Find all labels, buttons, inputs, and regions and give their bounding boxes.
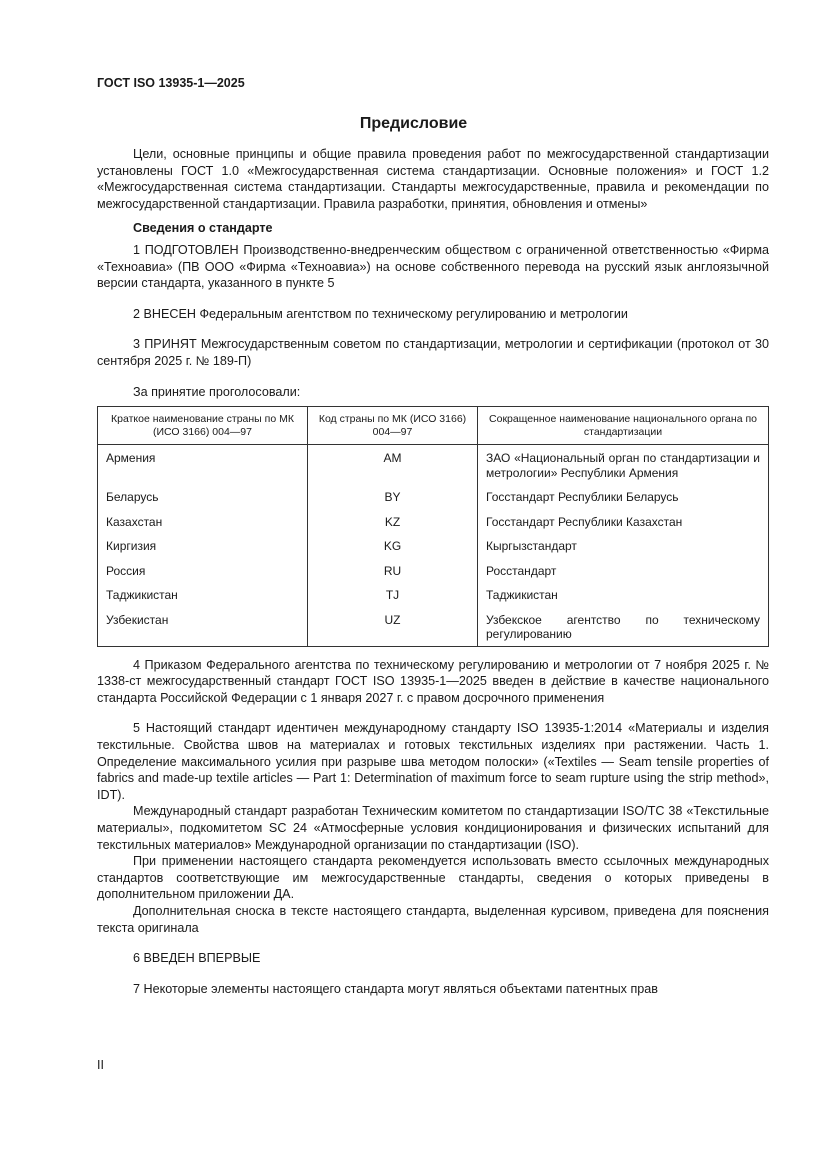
cell-country: Узбекистан bbox=[98, 610, 308, 647]
cell-body: Госстандарт Республики Беларусь bbox=[478, 487, 769, 512]
table-row bbox=[98, 445, 769, 488]
item-4-paragraph: 4 Приказом Федерального агентства по техническому регулированию и метрологии от 7 ноября 2025 г. № 1338-ст межгосударственный стандарт ГОСТ ISO 13935-1—2025 введен в действие в качестве национального стандарта Российской Федерации с 1 января 2027 г. с правом досрочного применения bbox=[97, 657, 769, 705]
page-number: II bbox=[97, 1058, 104, 1072]
table-header-row bbox=[98, 407, 769, 445]
item-5-paragraph-3: При применении настоящего стандарта рекомендуется использовать вместо ссылочных международных стандартов соответствующие им межгосударственные стандарты, сведения о которых приведены в дополнительном приложении ДА. bbox=[97, 854, 769, 902]
table-row bbox=[98, 585, 769, 610]
cell-code: AM bbox=[308, 445, 478, 488]
table-row bbox=[98, 561, 769, 586]
cell-body: Росстандарт bbox=[478, 561, 769, 586]
table-header-code: Код страны по МК (ИСО 3166) 004—97 bbox=[308, 407, 478, 445]
table-row bbox=[98, 487, 769, 512]
item-3-paragraph: 3 ПРИНЯТ Межгосударственным советом по стандартизации, метрологии и сертификации (протокол от 30 сентября 2025 г. № 189-П) bbox=[97, 337, 769, 368]
page-title: Предисловие bbox=[359, 115, 468, 132]
cell-country: Казахстан bbox=[98, 512, 308, 537]
page-content bbox=[97, 146, 769, 997]
cell-body: Кыргызстандарт bbox=[478, 536, 769, 561]
vote-label: За принятие проголосовали: bbox=[133, 384, 301, 399]
cell-country: Киргизия bbox=[98, 536, 308, 561]
cell-body: Узбекское агентство по техническому регулированию bbox=[478, 610, 769, 647]
item-6-paragraph: 6 ВВЕДЕН ВПЕРВЫЕ bbox=[133, 951, 261, 966]
intro-paragraph: Цели, основные принципы и общие правила проведения работ по межгосударственной стандартизации установлены ГОСТ 1.0 «Межгосударственная система стандартизации. Основные положения» и ГОСТ 1.2 «Межгосударственная система стандартизации. Стандарты межгосударственные, правила и рекомендации по межгосударственной стандартизации. Правила разработки, принятия, обновления и отмены» bbox=[97, 147, 769, 211]
cell-code: UZ bbox=[308, 610, 478, 647]
voting-table bbox=[97, 406, 769, 647]
table-header-body: Сокращенное наименование национального органа по стандартизации bbox=[478, 407, 769, 445]
cell-code: TJ bbox=[308, 585, 478, 610]
item-5-paragraph-4: Дополнительная сноска в тексте настоящего стандарта, выделенная курсивом, приведена для пояснения текста оригинала bbox=[97, 903, 769, 935]
cell-body: Таджикистан bbox=[478, 585, 769, 610]
item-7-paragraph: 7 Некоторые элементы настоящего стандарта могут являться объектами патентных прав bbox=[133, 981, 658, 996]
table-row bbox=[98, 536, 769, 561]
cell-country: Беларусь bbox=[98, 487, 308, 512]
document-code: ГОСТ ISO 13935-1—2025 bbox=[97, 76, 245, 90]
cell-country: Россия bbox=[98, 561, 308, 586]
item-1-paragraph: 1 ПОДГОТОВЛЕН Производственно-внедренческим обществом с ограниченной ответственностью «Фирма «Техноавиа» (ПВ ООО «Фирма «Техноавиа») на основе собственного перевода на русский язык англоязычной версии стандарта, указанного в пункте 5 bbox=[97, 242, 769, 291]
cell-code: KZ bbox=[308, 512, 478, 537]
item-5-paragraph: 5 Настоящий стандарт идентичен международному стандарту ISO 13935-1:2014 «Материалы и изделия текстильные. Свойства швов на материалах и готовых текстильных изделиях при растяжении. Часть 1. Определение максимального усилия при разрыве шва методом полоски» («Textiles — Seam tensile properties of fabrics and made-up textile articles — Part 1: Determination of maximum force to seam rupture using the strip method», IDT). bbox=[97, 721, 769, 802]
section-heading: Сведения о стандарте bbox=[133, 221, 273, 236]
cell-country: Армения bbox=[98, 445, 308, 488]
item-2-paragraph: 2 ВНЕСЕН Федеральным агентством по техническому регулированию и метрологии bbox=[133, 306, 628, 321]
cell-code: KG bbox=[308, 536, 478, 561]
cell-body: ЗАО «Национальный орган по стандартизации и метрологии» Республики Армения bbox=[478, 445, 769, 488]
table-header-country: Краткое наименование страны по МК (ИСО 3166) 004—97 bbox=[98, 407, 308, 445]
item-5-paragraph-2: Международный стандарт разработан Техническим комитетом по стандартизации ISO/TC 38 «Текстильные материалы», подкомитетом SC 24 «Атмосферные условия кондиционирования и физических испытаний для текстильных материалов» Международной организации по стандартизации (ISO). bbox=[97, 804, 769, 852]
table-row bbox=[98, 512, 769, 537]
table-row bbox=[98, 610, 769, 647]
cell-code: BY bbox=[308, 487, 478, 512]
cell-code: RU bbox=[308, 561, 478, 586]
cell-body: Госстандарт Республики Казахстан bbox=[478, 512, 769, 537]
cell-country: Таджикистан bbox=[98, 585, 308, 610]
